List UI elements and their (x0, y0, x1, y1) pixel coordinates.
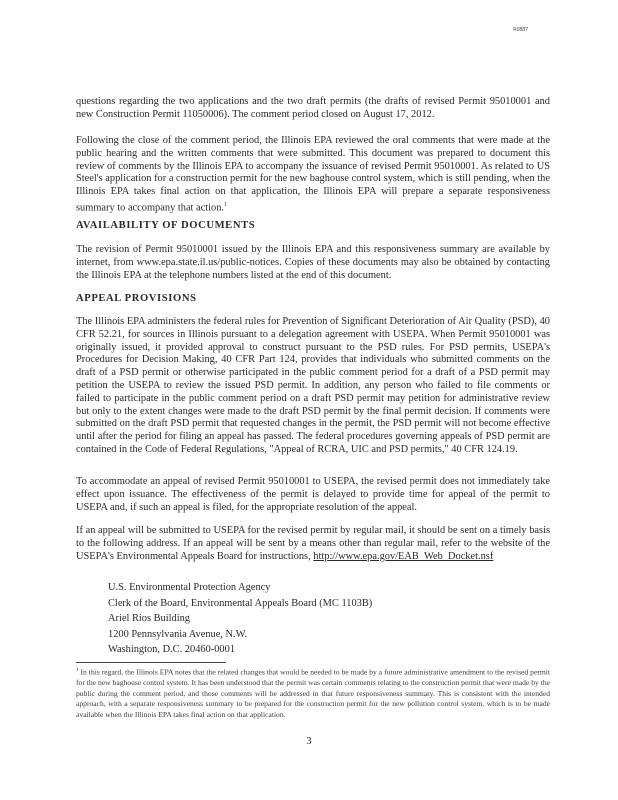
mailing-address (108, 580, 488, 658)
footnote-marker: 1 (76, 668, 79, 673)
bates-stamp: R0887 (513, 27, 528, 33)
footnote (76, 666, 550, 720)
paragraph-effectiveness (76, 476, 550, 514)
paragraph-body: Following the close of the comment period, the Illinois EPA reviewed the oral comments that were made at the public hearing and the written comments that were submitted. This document was prepared to document this review of comments by the Illinois EPA to accompany the issuance of revised Permit 95010001. As related to US Steel's application for a construction permit for the new baghouse control system, which is still pending, when the Illinois EPA takes final action on that application, the Illinois EPA will prepare a separate responsiveness summary to accompany that action. (76, 135, 550, 214)
paragraph-body: If an appeal will be submitted to USEPA for the revised permit by regular mail, it should be sent on a timely basis to the following address. If an appeal will be sent by a means other than regular mail, refer to the website of the USEPA's Environmental Appeals Board for instructions, (76, 525, 550, 562)
footnote-reference: 1 (224, 201, 228, 208)
paragraph-text (76, 525, 550, 563)
paragraph-availability (76, 244, 550, 282)
eab-website-link[interactable]: http://www.epa.gov/EAB_Web_Docket.nsf (313, 550, 494, 562)
paragraph-review-of-comments (76, 135, 550, 215)
heading-appeal-provisions: APPEAL PROVISIONS (76, 293, 197, 304)
paragraph-comment-period (76, 96, 550, 122)
footnote-divider (76, 662, 226, 663)
paragraph-text: To accommodate an appeal of revised Permit 95010001 to USEPA, the revised permit does not immediately take effect upon issuance. The effectiveness of the permit is delayed to provide time for appeal of the permit to USEPA and, if such an appeal is filed, for the appropriate resolution of the appeal. (76, 476, 550, 513)
paragraph-text: The Illinois EPA administers the federal rules for Prevention of Significant Deterioration of Air Quality (PSD), 40 CFR 52.21, for sources in Illinois pursuant to a delegation agreement with USEPA. When Permit 95010001 was originally issued, it provided approval to construct pursuant to the PSD rules. For PSD permits, USEPA's Procedures for Decision Making, 40 CFR Part 124, provides that individuals who submitted comments on the draft of a PSD permit or otherwise participated in the public comment period for a draft of a PSD permit may petition the USEPA to review the issued PSD permit. In addition, any person who failed to file comments or failed to participate in the public comment period on a draft PSD permit may petition for administrative review but only to the extent changes were made to the draft PSD permit by the final permit decision. If comments were submitted on the draft PSD permit that requested changes in the permit, the PSD permit will not become effective until after the period for filing an appeal has passed. The federal procedures governing appeals of PSD permit are contained in the Code of Federal Regulations, "Appeal of RCRA, UIC and PSD permits," 40 CFR 124.19. (76, 316, 550, 455)
paragraph-psd-appeals (76, 316, 550, 457)
paragraph-text: questions regarding the two applications and the two draft permits (the drafts of revised Permit 95010001 and new Construction Permit 11050006). The comment period closed on August 17, 2012. (76, 96, 550, 120)
address-line: 1200 Pennsylvania Avenue, N.W. (108, 628, 248, 640)
paragraph-text: The revision of Permit 95010001 issued by the Illinois EPA and this responsiveness summary are available by internet, from www.epa.state.il.us/public-notices. Copies of these documents may also be obtained by contacting the Illinois EPA at the telephone numbers listed at the end of this document. (76, 244, 550, 281)
address-line: Washington, D.C. 20460-0001 (108, 644, 236, 655)
paragraph-mailing (76, 525, 550, 563)
paragraph-text (76, 135, 550, 215)
address-line: Ariel Rios Building (108, 613, 190, 624)
footnote-text: In this regard, the Illinois EPA notes that the related changes that would be needed to be made by a future administrative amendment to the revised permit for the new baghouse control system. It has been understood that the permit was certain comments relating to the construction permit that were made by the public during the comment period, and those comments will be addressed in that future responsiveness summary. This is consistent with the intended approach, with a separate responsiveness summary to be prepared for the construction permit for the new pollution control system, which is to be made available when the Illinois EPA takes final action on that application. (76, 667, 551, 719)
address-line: Clerk of the Board, Environmental Appeals Board (MC 1103B) (108, 597, 373, 609)
page-number: 3 (306, 736, 312, 747)
heading-availability: AVAILABILITY OF DOCUMENTS (76, 220, 256, 231)
address-line: U.S. Environmental Protection Agency (108, 582, 271, 593)
